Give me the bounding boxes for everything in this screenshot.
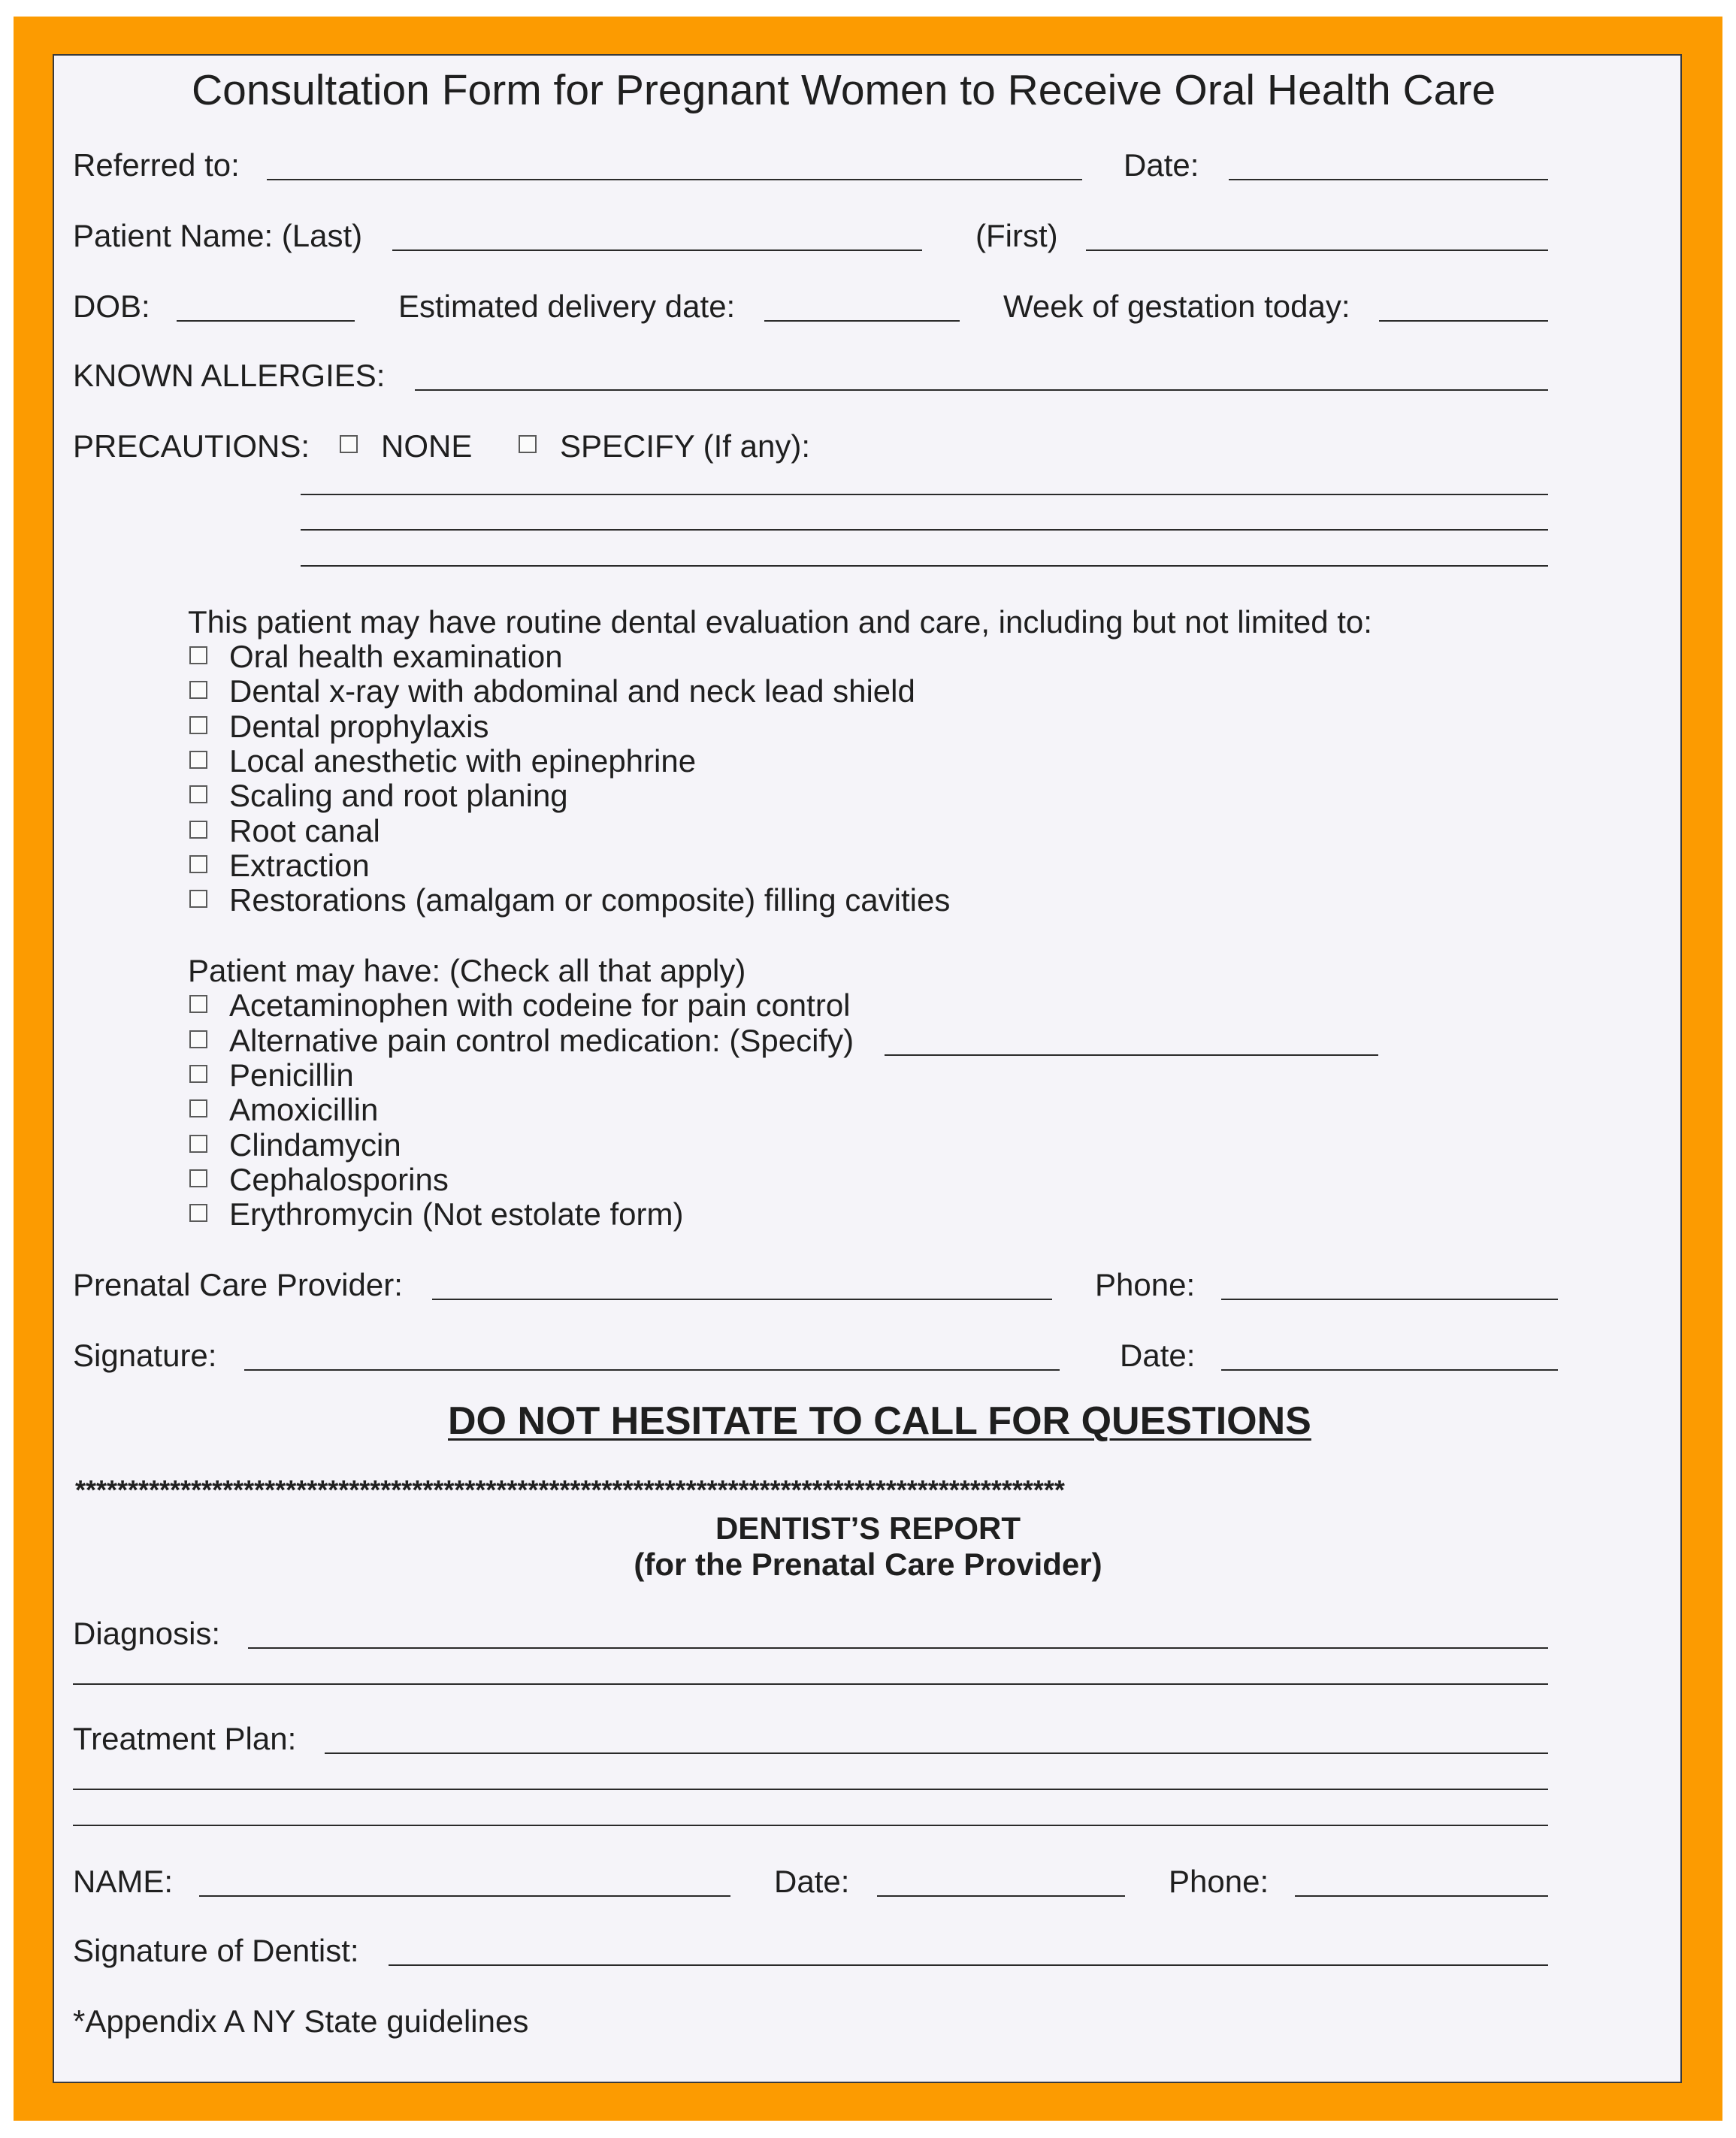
- provider-phone-field[interactable]: [1221, 1299, 1558, 1300]
- medication-item: Clindamycin: [229, 1127, 401, 1163]
- medication-checkbox[interactable]: [189, 1169, 207, 1187]
- dob-field[interactable]: [177, 320, 355, 322]
- routine-care-intro: This patient may have routine dental evaluation and care, including but not limited to:: [188, 604, 1372, 640]
- routine-care-checkbox[interactable]: [189, 646, 207, 664]
- form-title: Consultation Form for Pregnant Women to Receive Oral Health Care: [192, 66, 1496, 114]
- dentist-date-label: Date:: [774, 1864, 850, 1899]
- estimated-delivery-field[interactable]: [764, 320, 960, 322]
- routine-care-item: Scaling and root planing: [229, 778, 568, 813]
- week-gestation-field[interactable]: [1379, 320, 1548, 322]
- known-allergies-label: KNOWN ALLERGIES:: [73, 358, 386, 393]
- patient-first-field[interactable]: [1086, 249, 1548, 251]
- medication-item: Cephalosporins: [229, 1162, 449, 1197]
- medication-item: Alternative pain control medication: (Specify): [229, 1023, 854, 1058]
- alternative-medication-field[interactable]: [885, 1054, 1378, 1056]
- signature-of-dentist-field[interactable]: [389, 1964, 1548, 1966]
- dentist-date-field[interactable]: [877, 1895, 1125, 1897]
- dentist-phone-label: Phone:: [1169, 1864, 1269, 1899]
- patient-first-label: (First): [975, 218, 1058, 253]
- routine-care-item: Dental prophylaxis: [229, 709, 489, 744]
- diagnosis-label: Diagnosis:: [73, 1616, 221, 1651]
- treatment-plan-field-line-2[interactable]: [73, 1789, 1548, 1790]
- provider-signature-label: Signature:: [73, 1338, 217, 1373]
- medication-item: Erythromycin (Not estolate form): [229, 1196, 684, 1232]
- precaution-specify-label: SPECIFY (If any):: [560, 428, 810, 464]
- diagnosis-field-line-2[interactable]: [73, 1683, 1548, 1685]
- prenatal-care-provider-field[interactable]: [432, 1299, 1052, 1300]
- precaution-specify-line-2[interactable]: [301, 529, 1548, 531]
- routine-care-item: Dental x-ray with abdominal and neck lead shield: [229, 673, 915, 709]
- medication-item: Amoxicillin: [229, 1092, 379, 1127]
- call-notice: DO NOT HESITATE TO CALL FOR QUESTIONS: [448, 1399, 1311, 1443]
- routine-care-checkbox[interactable]: [189, 855, 207, 873]
- estimated-delivery-label: Estimated delivery date:: [398, 289, 736, 324]
- treatment-plan-field-line-3[interactable]: [73, 1825, 1548, 1826]
- medication-checkbox[interactable]: [189, 1099, 207, 1117]
- routine-care-item: Root canal: [229, 813, 380, 848]
- provider-signature-field[interactable]: [244, 1369, 1060, 1371]
- routine-care-checkbox[interactable]: [189, 785, 207, 803]
- treatment-plan-field[interactable]: [325, 1752, 1548, 1754]
- medication-checkbox[interactable]: [189, 1030, 207, 1048]
- medication-checkbox[interactable]: [189, 1135, 207, 1153]
- week-gestation-label: Week of gestation today:: [1003, 289, 1350, 324]
- referred-to-field[interactable]: [267, 179, 1082, 180]
- routine-care-checkbox[interactable]: [189, 890, 207, 908]
- treatment-plan-label: Treatment Plan:: [73, 1721, 297, 1756]
- dentist-report-heading: DENTIST’S REPORT: [715, 1511, 1021, 1546]
- dentist-name-field[interactable]: [199, 1895, 730, 1897]
- diagnosis-field[interactable]: [248, 1647, 1548, 1649]
- routine-care-checkbox[interactable]: [189, 716, 207, 734]
- medication-item: Penicillin: [229, 1057, 354, 1093]
- dentist-report-subheading: (for the Prenatal Care Provider): [634, 1547, 1102, 1582]
- routine-care-item: Restorations (amalgam or composite) filling cavities: [229, 882, 951, 918]
- precaution-specify-checkbox[interactable]: [519, 435, 537, 453]
- medication-checkbox[interactable]: [189, 995, 207, 1013]
- dentist-name-label: NAME:: [73, 1864, 174, 1899]
- medication-item: Acetaminophen with codeine for pain control: [229, 987, 851, 1023]
- patient-last-label: Patient Name: (Last): [73, 218, 363, 253]
- provider-date-label: Date:: [1120, 1338, 1196, 1373]
- star-separator: **********************************************************************************************: [75, 1474, 1065, 1505]
- footnote: *Appendix A NY State guidelines: [73, 2003, 529, 2039]
- routine-care-item: Oral health examination: [229, 639, 563, 674]
- routine-care-item: Extraction: [229, 848, 370, 883]
- precaution-none-label: NONE: [381, 428, 473, 464]
- routine-care-checkbox[interactable]: [189, 751, 207, 769]
- known-allergies-field[interactable]: [415, 389, 1548, 391]
- precaution-specify-line-3[interactable]: [301, 565, 1548, 567]
- medication-checkbox[interactable]: [189, 1204, 207, 1222]
- routine-care-checkbox[interactable]: [189, 681, 207, 699]
- provider-phone-label: Phone:: [1095, 1267, 1196, 1302]
- date-field[interactable]: [1229, 179, 1548, 180]
- signature-of-dentist-label: Signature of Dentist:: [73, 1933, 359, 1968]
- referred-to-label: Referred to:: [73, 147, 240, 183]
- prenatal-care-provider-label: Prenatal Care Provider:: [73, 1267, 403, 1302]
- dob-label: DOB:: [73, 289, 150, 324]
- precautions-label: PRECAUTIONS:: [73, 428, 310, 464]
- routine-care-item: Local anesthetic with epinephrine: [229, 743, 697, 779]
- routine-care-checkbox[interactable]: [189, 821, 207, 839]
- precaution-specify-line-1[interactable]: [301, 494, 1548, 495]
- patient-last-field[interactable]: [392, 249, 922, 251]
- date-label: Date:: [1124, 147, 1199, 183]
- precaution-none-checkbox[interactable]: [340, 435, 358, 453]
- medications-intro: Patient may have: (Check all that apply): [188, 953, 746, 988]
- medication-checkbox[interactable]: [189, 1065, 207, 1083]
- provider-date-field[interactable]: [1221, 1369, 1558, 1371]
- dentist-phone-field[interactable]: [1295, 1895, 1548, 1897]
